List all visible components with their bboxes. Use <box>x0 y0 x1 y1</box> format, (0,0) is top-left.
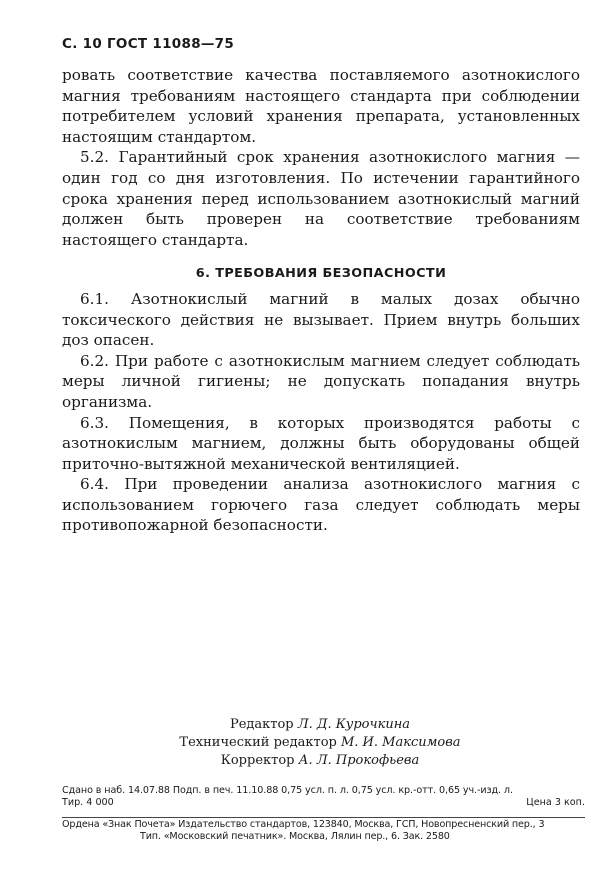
corrector-line <box>100 752 540 770</box>
corrector-name: А. Л. Прокофьева <box>298 753 420 768</box>
print-dates: Сдано в наб. 14.07.88 Подп. в печ. 11.10.88 0,75 усл. п. л. 0,75 усл. кр.-отт. 0,65 уч.-изд. л. <box>62 785 513 796</box>
tech-editor-name: М. И. Максимова <box>340 735 461 750</box>
paragraph-6-1: 6.1. Азотнокислый магний в малых дозах обычно токсического действия не вызывает. Прием внутрь больших доз опасен. <box>62 289 580 350</box>
publisher-line: Ордена «Знак Почета» Издательство стандартов, 123840, Москва, ГСП, Новопресненский пер., 3 <box>62 819 545 830</box>
price: Цена 3 коп. <box>526 797 585 808</box>
paragraph-continuation: ровать соответствие качества поставляемого азотнокислого магния требованиям настоящего стандарта при соблюдении потребителем условий хранения препарата, установленных настоящим стандартом. <box>62 66 580 146</box>
imprint-divider <box>62 817 585 818</box>
printer-line: Тип. «Московский печатник». Москва, Лялин пер., 6. Зак. 2580 <box>140 831 450 842</box>
print-details <box>62 785 585 809</box>
corrector-label: Корректор <box>220 753 295 768</box>
editor-name: Л. Д. Курочкина <box>297 717 411 732</box>
body-text <box>62 65 580 536</box>
page-header: С. 10 ГОСТ 11088—75 <box>62 36 235 52</box>
section-title: 6. ТРЕБОВАНИЯ БЕЗОПАСНОСТИ <box>195 266 447 282</box>
tech-editor-line <box>100 734 540 752</box>
paragraph-6-3: 6.3. Помещения, в которых производятся работы с азотнокислым магнием, должны быть оборудованы общей приточно-вытяжной механической вентиляцией. <box>62 413 580 473</box>
publisher-details <box>62 819 592 843</box>
editors-block <box>100 716 540 770</box>
circulation: Тир. 4 000 <box>62 797 114 808</box>
tech-editor-label: Технический редактор <box>179 735 337 750</box>
print-circulation-row <box>62 797 585 809</box>
editor-line <box>100 716 540 734</box>
editor-label: Редактор <box>229 717 294 732</box>
paragraph-6-4: 6.4. При проведении анализа азотнокислого магния с использованием горючего газа следует соблюдать меры противопожарной безопасности. <box>62 475 580 535</box>
paragraph-5-2: 5.2. Гарантийный срок хранения азотнокислого магния — один год со дня изготовления. По истечении гарантийного срока хранения перед использованием азотнокислый магний должен быть проверен на соответствие требованиям настоящего стандарта. <box>62 148 580 249</box>
paragraph-6-2: 6.2. При работе с азотнокислым магнием следует соблюдать меры личной гигиены; не допускать попадания внутрь организма. <box>62 351 580 411</box>
